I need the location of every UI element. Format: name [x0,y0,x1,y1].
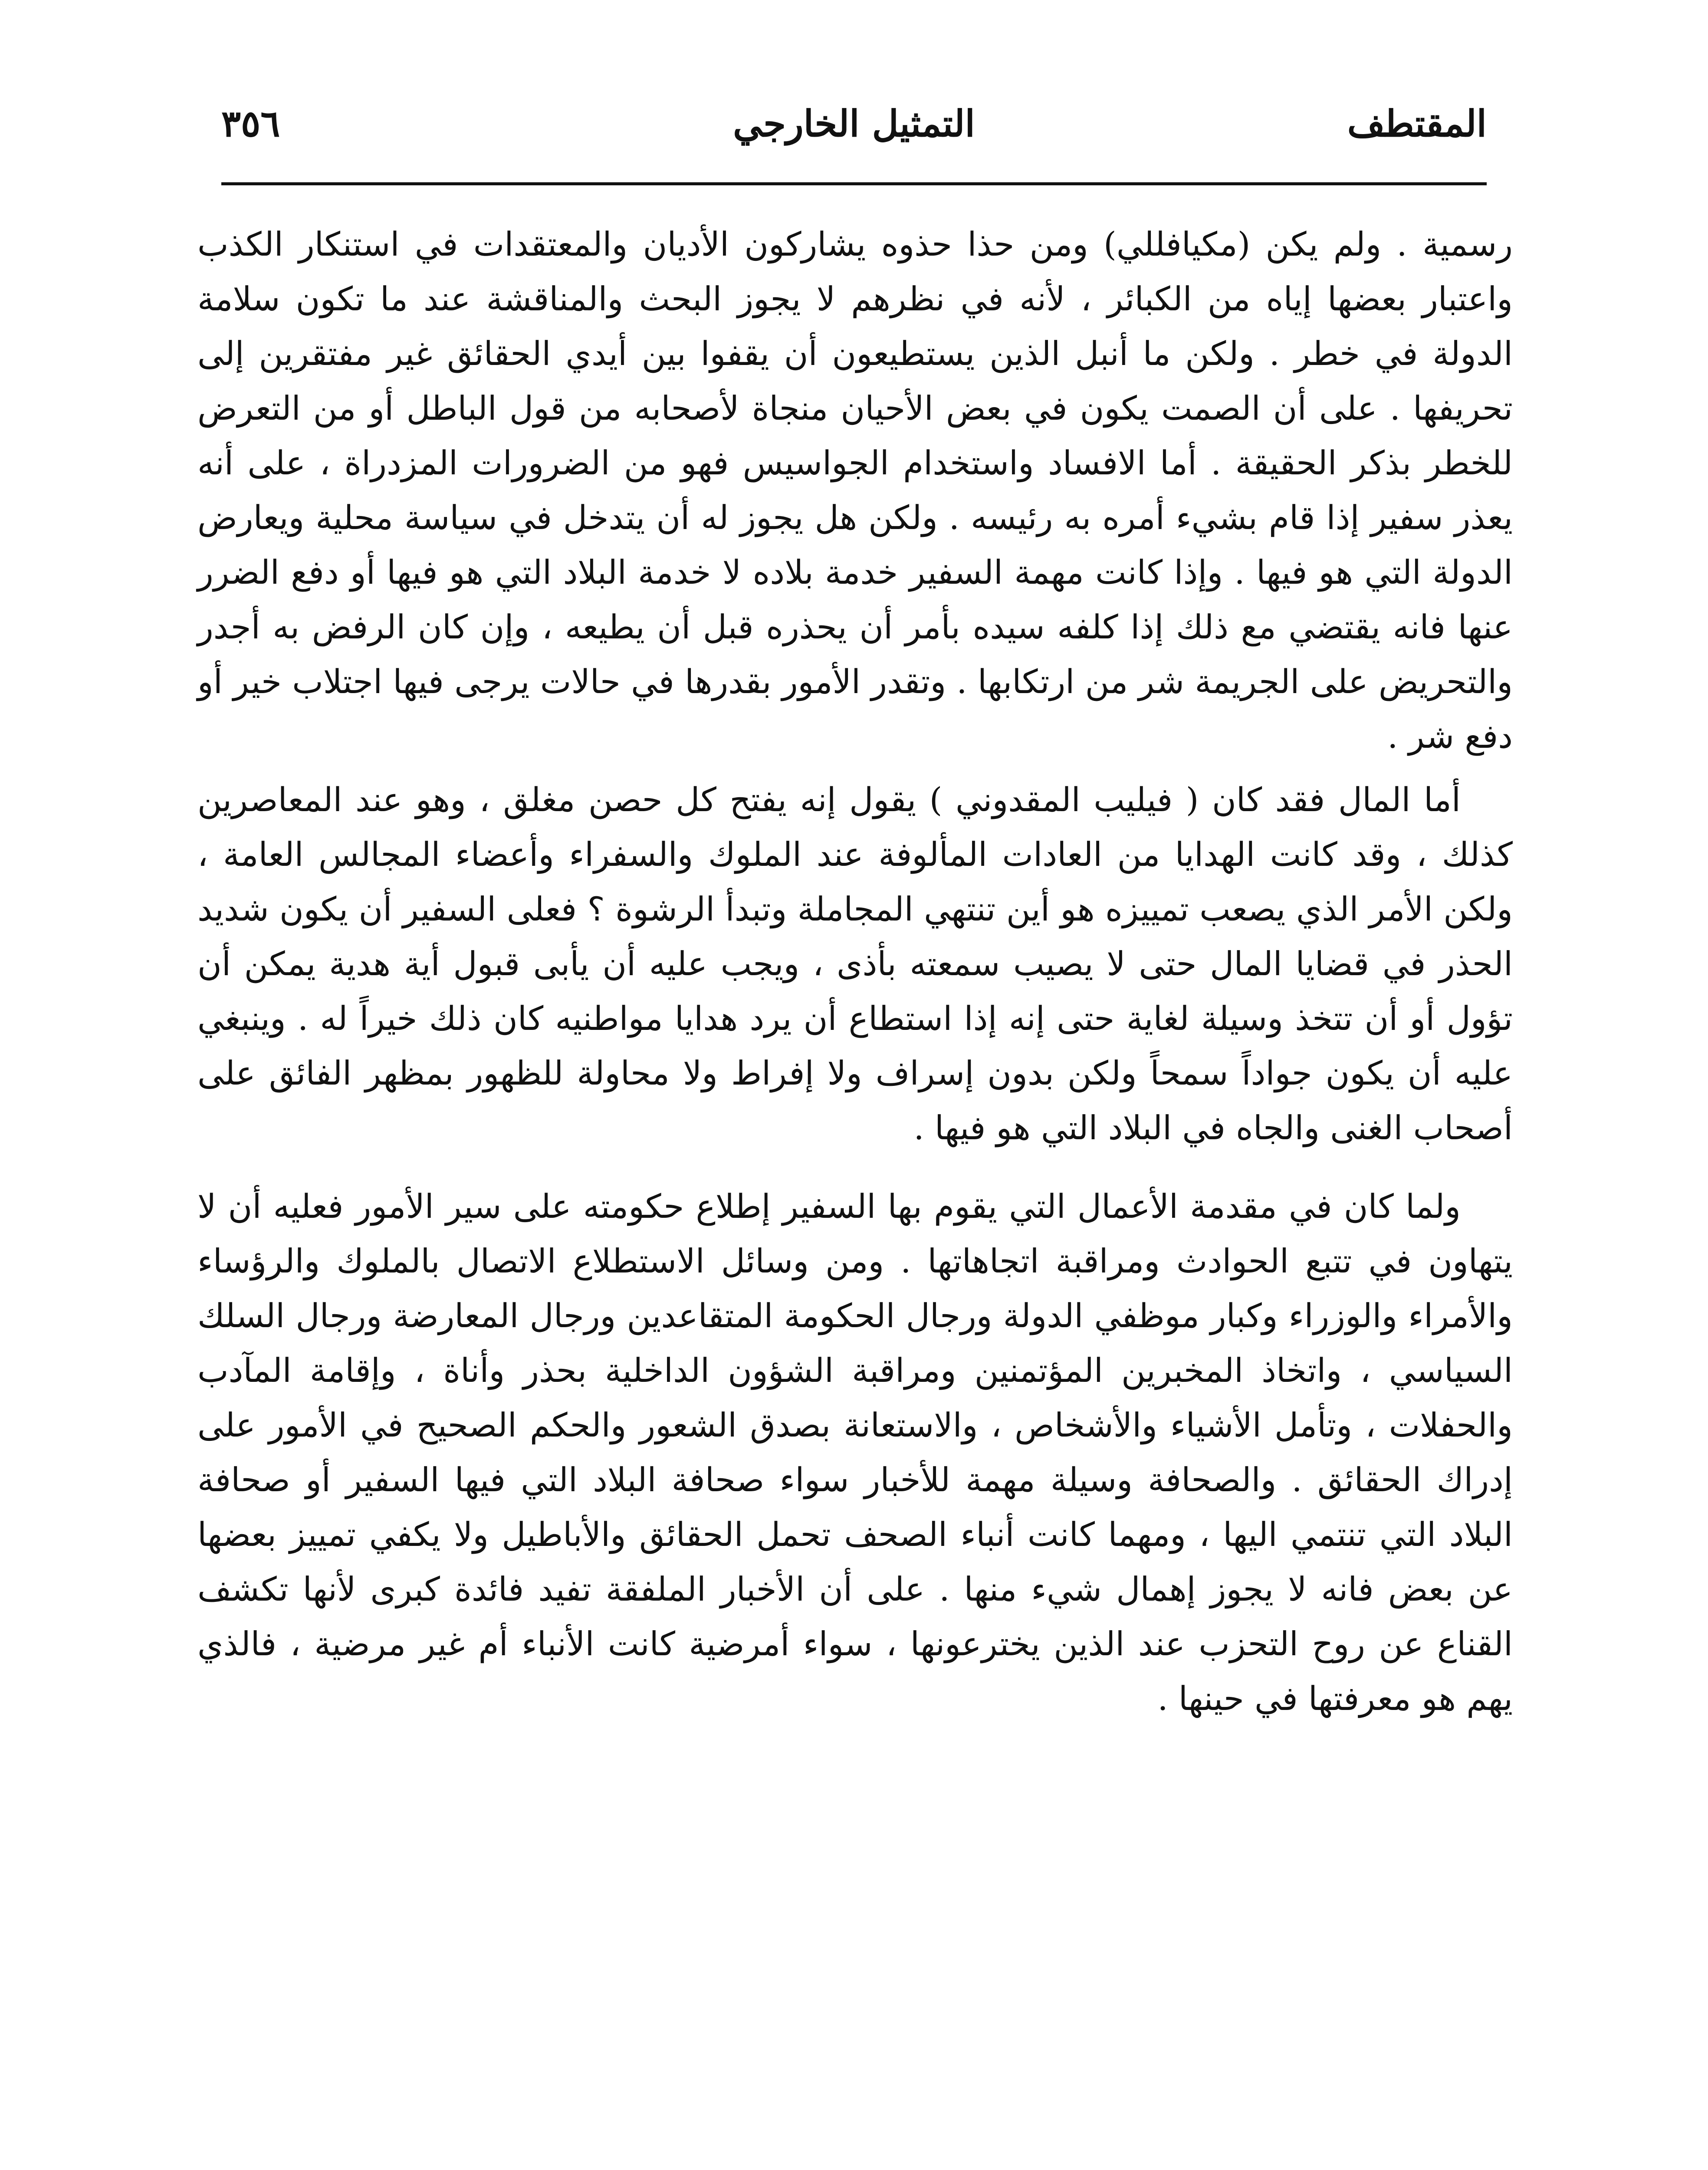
journal-name: المقتطف [1347,102,1487,145]
paragraph-2: أما المال فقد كان ( فيليب المقدوني ) يقول إنه يفتح كل حصن مغلق ، وهو عند المعاصرين كذلك ، وقد كانت الهدايا من العادات المألوفة عند الملوك والسفراء وأعضاء المجالس العامة ، ولكن الأمر الذي يصعب تمييزه هو أين تنتهي المجاملة وتبدأ الرشوة ؟ فعلى السفير أن يكون شديد الحذر في قضايا المال حتى لا يصيب سمعته بأذى ، ويجب عليه أن يأبى قبول أية هدية يمكن أن تؤول أو أن تتخذ وسيلة لغاية حتى إنه إذا استطاع أن يرد هدايا مواطنيه كان ذلك خيراً له . وينبغي عليه أن يكون جواداً سمحاً ولكن بدون إسراف ولا إفراط ولا محاولة للظهور بمظهر الفائق على أصحاب الغنى والجاه في البلاد التي هو فيها . [197,780,1513,1147]
header-rule [221,182,1487,185]
paragraph-1: رسمية . ولم يكن (مكيافللي) ومن حذا حذوه يشاركون الأديان والمعتقدات في استنكار الكذب واعتبار بعضها إياه من الكبائر ، لأنه في نظرهم لا يجوز البحث والمناقشة عند ما تكون سلامة الدولة في خطر . ولكن ما أنبل الذين يستطيعون أن يقفوا بين أيدي الحقائق غير مفتقرين إلى تحريفها . على أن الصمت يكون في بعض الأحيان منجاة لأصحابه من قول الباطل أو من التعرض للخطر بذكر الحقيقة . أما الافساد واستخدام الجواسيس فهو من الضرورات المزدراة ، على أنه يعذر سفير إذا قام بشيء أمره به رئيسه . ولكن هل يجوز له أن يتدخل في سياسة محلية ويعارض الدولة التي هو فيها . وإذا كانت مهمة السفير خدمة بلاده لا خدمة البلاد التي هو فيها أو دفع الضرر عنها فانه يقتضي مع ذلك إذا كلفه سيده بأمر أن يحذره قبل أن يطيعه ، وإن كان الرفض به أجدر والتحريض على الجريمة شر من ارتكابها . وتقدر الأمور بقدرها في حالات يرجى فيها اجتلاب خير أو دفع شر . [197,225,1513,756]
paragraph-3: ولما كان في مقدمة الأعمال التي يقوم بها السفير إطلاع حكومته على سير الأمور فعليه أن لا يتهاون في تتبع الحوادث ومراقبة اتجاهاتها . ومن وسائل الاستطلاع الاتصال بالملوك والرؤساء والأمراء والوزراء وكبار موظفي الدولة ورجال الحكومة المتقاعدين ورجال المعارضة ورجال السلك السياسي ، واتخاذ المخبرين المؤتمنين ومراقبة الشؤون الداخلية بحذر وأناة ، وإقامة المآدب والحفلات ، وتأمل الأشياء والأشخاص ، والاستعانة بصدق الشعور والحكم الصحيح في الأمور على إدراك الحقائق . والصحافة وسيلة مهمة للأخبار سواء صحافة البلاد التي فيها السفير أو صحافة البلاد التي تنتمي اليها ، ومهما كانت أنباء الصحف تحمل الحقائق والأباطيل ولا يكفي تمييز بعضها عن بعض فانه لا يجوز إهمال شيء منها . على أن الأخبار الملفقة تفيد فائدة كبرى لأنها تكشف القناع عن روح التحزب عند الذين يخترعونها ، سواء أمرضية كانت الأنباء أم غير مرضية ، فالذي يهم هو معرفتها في حينها . [197,1187,1513,1718]
running-header [221,93,1487,154]
page-number: ٣٥٦ [221,102,280,145]
article-body [197,217,1513,1726]
article-title: التمثيل الخارجي [733,102,975,145]
